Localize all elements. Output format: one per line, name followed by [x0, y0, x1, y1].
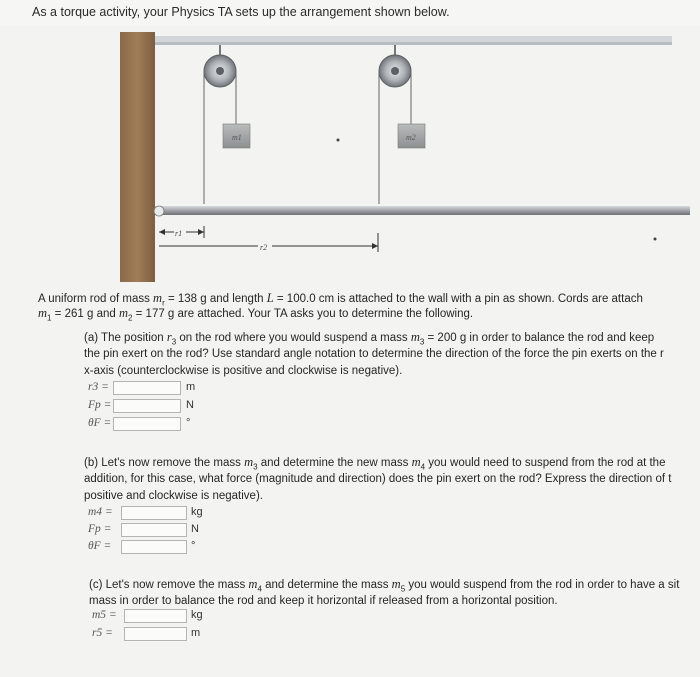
theta-a-input[interactable]: [113, 417, 181, 431]
theta-a-unit: °: [186, 417, 191, 429]
part-a-field-r3: [88, 381, 109, 393]
r1-label: r1: [175, 229, 183, 238]
intro-line-1: A uniform rod of mass $m_r = 138$ g and length L = 100.0 cm is attached to the wall with a pin as shown. Cords are attach: [38, 291, 643, 308]
m5-unit: kg: [191, 609, 203, 621]
fp-a-input[interactable]: [113, 399, 181, 413]
r5-input[interactable]: [124, 627, 187, 641]
part-c-field-m5: [92, 609, 117, 621]
fp-b-label: Fp =: [88, 523, 112, 535]
r5-unit: m: [191, 627, 201, 639]
mass-m1-label: m1: [232, 133, 242, 142]
part-a-field-theta: [88, 417, 111, 429]
part-c-line-2: mass in order to balance the rod and keep it horizontal if released from a horizontal position.: [89, 595, 558, 607]
pin: [154, 206, 164, 216]
m4-label: m4 =: [88, 506, 113, 518]
part-c-line-1: (c) Let's now remove the mass $m_4$ and determine the mass $m_5$ you would suspend from the rod in order to have a sit: [89, 577, 680, 594]
fp-b-unit: N: [191, 523, 199, 535]
r3-label: r3 =: [88, 381, 109, 393]
m5-label: m5 =: [92, 609, 117, 621]
m5-input[interactable]: [124, 609, 187, 623]
wall: [120, 32, 155, 282]
part-b-field-m4: [88, 506, 113, 518]
r3-input[interactable]: [113, 381, 181, 395]
torque-diagram: [0, 24, 700, 288]
header-bar: [0, 0, 700, 26]
intro-line-2: $m_1 = 261$ g and $m_2 = 177$ g are attached. Your TA asks you to determine the following.: [38, 306, 474, 323]
part-b-line-2: addition, for this case, what force (magnitude and direction) does the pin exert on the rod? Express the direction of t: [84, 473, 672, 485]
part-b-field-theta: [88, 540, 111, 552]
part-a-field-fp: [88, 399, 111, 411]
fp-a-label: Fp =: [88, 399, 112, 411]
problem-title: As a torque activity, your Physics TA sets up the arrangement shown below.: [32, 5, 450, 19]
m4-input[interactable]: [121, 506, 187, 520]
m4-unit: kg: [191, 506, 203, 518]
fp-b-input[interactable]: [121, 523, 187, 537]
part-c-field-r5: [92, 627, 113, 639]
theta-b-unit: °: [191, 540, 196, 552]
part-a-line-3: x-axis (counterclockwise is positive and clockwise is negative).: [84, 365, 403, 377]
fp-a-unit: N: [186, 399, 194, 411]
r5-label: r5 =: [92, 627, 113, 639]
part-a-line-1: (a) The position $r_3$ on the rod where you would suspend a mass $m_3 = 200$ g in order to balance the rod and keep: [84, 330, 655, 347]
r3-unit: m: [186, 381, 196, 393]
theta-b-input[interactable]: [121, 540, 187, 554]
theta-a-label: θF =: [88, 417, 112, 429]
rod: [155, 206, 690, 215]
part-a-line-2: the pin exert on the rod? Use standard angle notation to determine the direction of the force the pin exerts on the r: [84, 348, 664, 360]
theta-b-label: θF =: [88, 540, 112, 552]
mass-m2-label: m2: [406, 133, 416, 142]
part-b-line-3: positive and clockwise is negative).: [84, 490, 263, 502]
part-b-line-1: (b) Let's now remove the mass $m_3$ and determine the new mass $m_4$ you would need to suspend from the rod at the: [84, 455, 666, 472]
part-b-field-fp: [88, 523, 111, 535]
r2-label: r2: [260, 243, 268, 252]
